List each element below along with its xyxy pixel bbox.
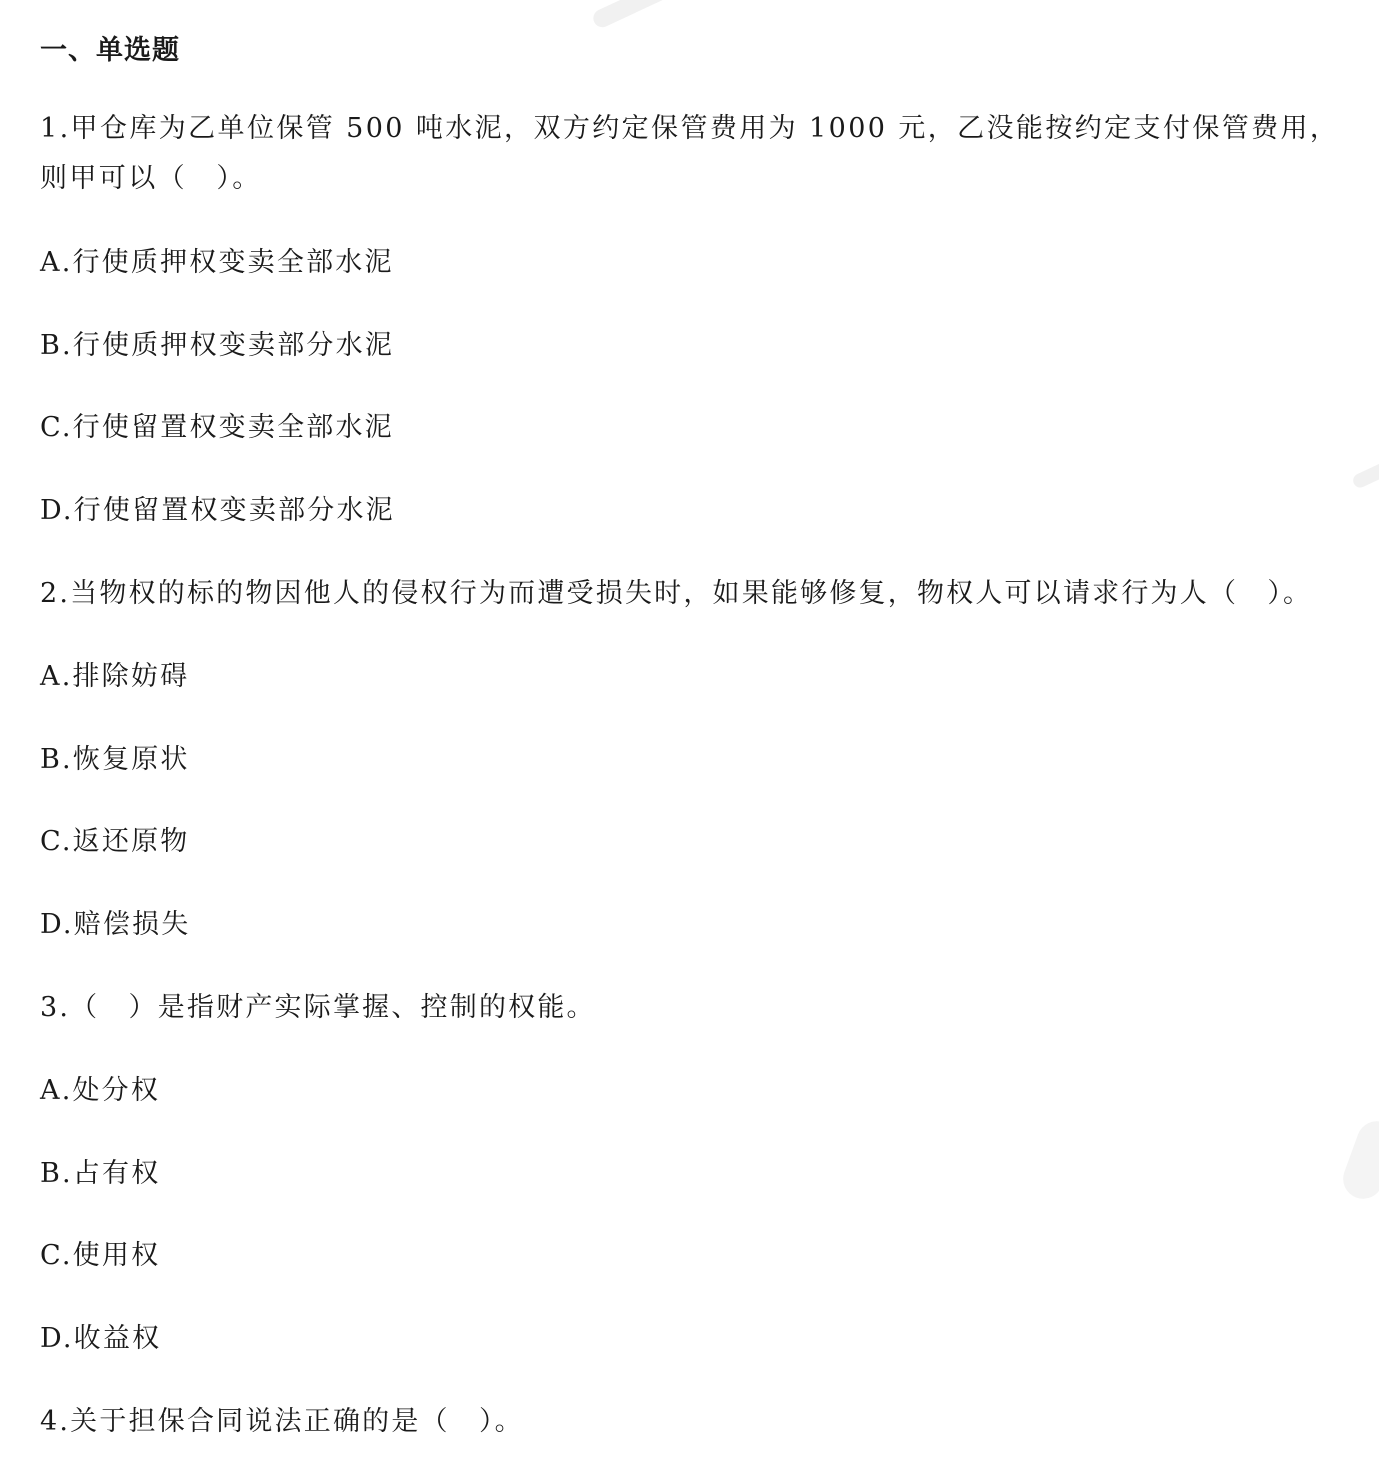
question-option: D.赔偿损失 xyxy=(40,909,191,940)
watermark-mark xyxy=(1338,1116,1379,1205)
question-stem: 3.（ ）是指财产实际掌握、控制的权能。 xyxy=(40,992,596,1023)
question-option: A.处分权 xyxy=(40,1075,161,1106)
question-option: C.返还原物 xyxy=(40,826,190,857)
section-title: 一、单选题 xyxy=(40,35,180,66)
question-option: A.排除妨碍 xyxy=(40,661,190,692)
question-stem: 1.甲仓库为乙单位保管 500 吨水泥，双方约定保管费用为 1000 元，乙没能按约定支付保管费用，则甲可以（ ）。 xyxy=(40,113,1340,194)
watermark-mark xyxy=(590,0,679,30)
question-option: B.恢复原状 xyxy=(40,744,190,775)
question-option: A.行使质押权变卖全部水泥 xyxy=(40,247,394,278)
question-stem: 2.当物权的标的物因他人的侵权行为而遭受损失时，如果能够修复，物权人可以请求行为人（ ）。 xyxy=(40,578,1313,609)
question-option: C.行使留置权变卖全部水泥 xyxy=(40,412,394,443)
question-option: B.占有权 xyxy=(40,1158,161,1189)
question-option: D.行使留置权变卖部分水泥 xyxy=(40,495,395,526)
watermark-mark xyxy=(1351,460,1379,490)
question-option: D.收益权 xyxy=(40,1323,162,1354)
question-option: C.使用权 xyxy=(40,1240,161,1271)
question-option: B.行使质押权变卖部分水泥 xyxy=(40,330,395,361)
question-stem: 4.关于担保合同说法正确的是（ ）。 xyxy=(40,1406,524,1437)
